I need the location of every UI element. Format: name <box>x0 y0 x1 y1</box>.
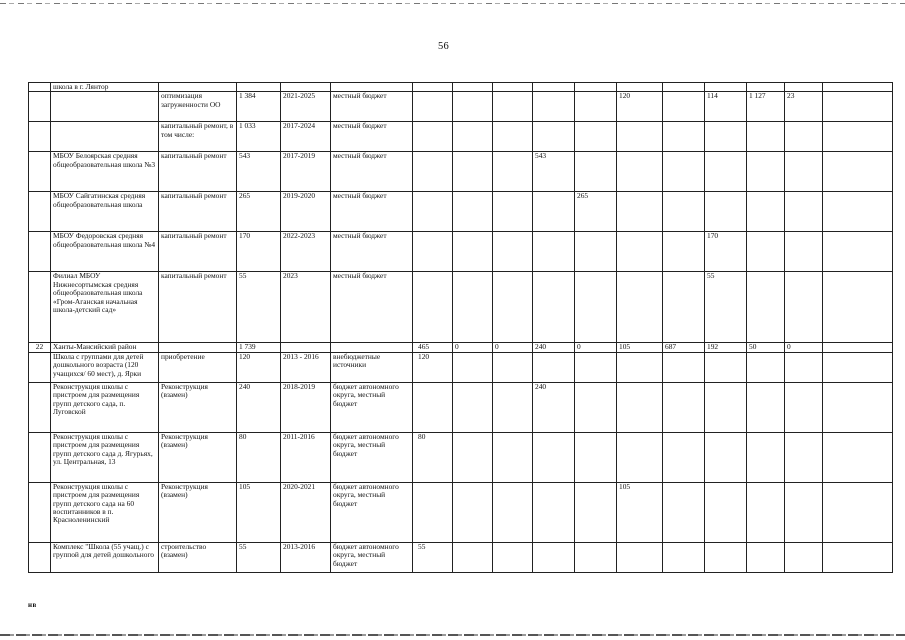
cell-y2013: 120 <box>413 352 453 382</box>
cell-total-amount: 543 <box>237 152 281 192</box>
table-row <box>29 482 893 542</box>
cell-y2021 <box>747 83 785 92</box>
cell-work-type: Реконструкция (взамен) <box>159 432 237 482</box>
cell-y2013: 465 <box>413 343 453 352</box>
cell-y2014: 0 <box>453 343 493 352</box>
cell-funding-source: бюджет автономного округа, местный бюджет <box>331 432 413 482</box>
cell-period: 2011-2016 <box>281 432 331 482</box>
cell-funding-source: бюджет автономного округа, местный бюджет <box>331 482 413 542</box>
cell-object-name: МБОУ Белоярская средняя общеобразовательная школа №3 <box>51 152 159 192</box>
cell-object-name <box>51 122 159 152</box>
cell-y2023 <box>823 352 893 382</box>
cell-period: 2023 <box>281 272 331 343</box>
cell-object-name: Ханты-Мансийский район <box>51 343 159 352</box>
cell-y2021 <box>747 542 785 572</box>
table-row <box>29 122 893 152</box>
cell-y2018 <box>617 382 663 432</box>
cell-y2016 <box>533 542 575 572</box>
cell-y2018 <box>617 352 663 382</box>
cell-y2017 <box>575 152 617 192</box>
cell-y2016 <box>533 192 575 232</box>
cell-y2023 <box>823 482 893 542</box>
cell-funding-source: местный бюджет <box>331 232 413 272</box>
cell-y2018 <box>617 542 663 572</box>
cell-y2021: 50 <box>747 343 785 352</box>
cell-object-name: Школа с группами для детей дошкольного возраста (120 учащихся/ 60 мест), д. Ярки <box>51 352 159 382</box>
cell-y2023 <box>823 382 893 432</box>
cell-y2022 <box>785 382 823 432</box>
cell-row-number: 22 <box>29 343 51 352</box>
cell-period: 2021-2025 <box>281 92 331 122</box>
cell-y2019 <box>663 83 705 92</box>
cell-period <box>281 343 331 352</box>
cell-row-number <box>29 542 51 572</box>
cell-work-type: приобретение <box>159 352 237 382</box>
table-row <box>29 92 893 122</box>
cell-funding-source: местный бюджет <box>331 192 413 232</box>
cell-y2020 <box>705 382 747 432</box>
cell-y2017 <box>575 542 617 572</box>
cell-y2022 <box>785 192 823 232</box>
cell-y2016 <box>533 92 575 122</box>
table-group-row <box>29 343 893 352</box>
cell-y2014 <box>453 232 493 272</box>
budget-table <box>28 82 893 573</box>
cell-y2015 <box>493 352 533 382</box>
cell-work-type <box>159 83 237 92</box>
cell-y2020 <box>705 482 747 542</box>
cell-funding-source: местный бюджет <box>331 272 413 343</box>
cell-y2018 <box>617 232 663 272</box>
cell-y2015 <box>493 92 533 122</box>
cell-y2022 <box>785 122 823 152</box>
cell-y2017 <box>575 83 617 92</box>
cell-y2016 <box>533 272 575 343</box>
cell-y2020: 170 <box>705 232 747 272</box>
cell-y2021 <box>747 432 785 482</box>
cell-y2020 <box>705 432 747 482</box>
cell-y2015 <box>493 152 533 192</box>
cell-y2015 <box>493 272 533 343</box>
cell-y2020: 114 <box>705 92 747 122</box>
cell-work-type: строительство (взамен) <box>159 542 237 572</box>
cell-y2015 <box>493 382 533 432</box>
cell-period: 2013-2016 <box>281 542 331 572</box>
cell-y2020 <box>705 83 747 92</box>
cell-total-amount: 240 <box>237 382 281 432</box>
cell-y2018 <box>617 122 663 152</box>
cell-y2014 <box>453 432 493 482</box>
cell-row-number <box>29 92 51 122</box>
cell-y2015 <box>493 122 533 152</box>
cell-object-name: Комплекс "Школа (55 учащ.) с группой для детей дошкольного <box>51 542 159 572</box>
cell-work-type: капитальный ремонт <box>159 152 237 192</box>
cell-total-amount: 170 <box>237 232 281 272</box>
cell-y2013: 55 <box>413 542 453 572</box>
cell-y2015 <box>493 83 533 92</box>
cell-y2022 <box>785 482 823 542</box>
cell-y2016: 240 <box>533 382 575 432</box>
cell-y2013 <box>413 482 453 542</box>
cell-y2018: 105 <box>617 343 663 352</box>
cell-y2021 <box>747 122 785 152</box>
scan-edge-top <box>0 3 905 4</box>
cell-object-name: МБОУ Сайгатинская средняя общеобразовательная школа <box>51 192 159 232</box>
cell-y2015 <box>493 432 533 482</box>
cell-row-number <box>29 122 51 152</box>
cell-y2013 <box>413 232 453 272</box>
cell-row-number <box>29 352 51 382</box>
cell-y2017 <box>575 432 617 482</box>
cell-object-name: Реконструкция школы с пристроем для размещения групп детского сада на 60 воспитанников в п. Красноленинский <box>51 482 159 542</box>
cell-work-type: капитальный ремонт <box>159 232 237 272</box>
cell-object-name <box>51 92 159 122</box>
cell-y2014 <box>453 122 493 152</box>
cell-y2023 <box>823 542 893 572</box>
cell-y2013 <box>413 92 453 122</box>
cell-y2014 <box>453 152 493 192</box>
cell-y2021 <box>747 192 785 232</box>
cell-object-name: МБОУ Федоровская средняя общеобразовательная школа №4 <box>51 232 159 272</box>
cell-total-amount: 120 <box>237 352 281 382</box>
cell-y2021 <box>747 272 785 343</box>
cell-y2021 <box>747 232 785 272</box>
cell-object-name: Филиал МБОУ Нижнесортымская средняя общеобразовательная школа «Гром-Аганская начальная школа-детский сад» <box>51 272 159 343</box>
table-row <box>29 432 893 482</box>
cell-y2016: 543 <box>533 152 575 192</box>
cell-y2019 <box>663 352 705 382</box>
cell-y2013 <box>413 272 453 343</box>
cell-total-amount: 265 <box>237 192 281 232</box>
cell-period: 2022-2023 <box>281 232 331 272</box>
cell-y2015: 0 <box>493 343 533 352</box>
cell-y2019 <box>663 122 705 152</box>
cell-y2014 <box>453 192 493 232</box>
cell-y2023 <box>823 152 893 192</box>
cell-y2018 <box>617 272 663 343</box>
cell-funding-source <box>331 343 413 352</box>
cell-y2014 <box>453 352 493 382</box>
cell-y2016 <box>533 482 575 542</box>
cell-y2017 <box>575 482 617 542</box>
cell-period: 2018-2019 <box>281 382 331 432</box>
cell-y2019 <box>663 432 705 482</box>
table-row <box>29 352 893 382</box>
cell-y2019 <box>663 482 705 542</box>
cell-work-type: Реконструкция (взамен) <box>159 482 237 542</box>
cell-y2015 <box>493 192 533 232</box>
cell-y2017 <box>575 382 617 432</box>
cell-y2015 <box>493 482 533 542</box>
cell-object-name: школа в г. Лянтор <box>51 83 159 92</box>
cell-y2019 <box>663 192 705 232</box>
cell-y2016 <box>533 352 575 382</box>
cell-y2022 <box>785 232 823 272</box>
cell-y2019 <box>663 382 705 432</box>
cell-work-type: капитальный ремонт <box>159 272 237 343</box>
cell-period: 2013 - 2016 <box>281 352 331 382</box>
cell-row-number <box>29 192 51 232</box>
cell-funding-source: местный бюджет <box>331 92 413 122</box>
cell-y2023 <box>823 92 893 122</box>
cell-y2022 <box>785 352 823 382</box>
cell-y2019 <box>663 92 705 122</box>
cell-y2015 <box>493 542 533 572</box>
cell-y2021 <box>747 382 785 432</box>
cell-y2014 <box>453 542 493 572</box>
cell-y2020: 55 <box>705 272 747 343</box>
cell-y2017: 265 <box>575 192 617 232</box>
cell-y2018: 105 <box>617 482 663 542</box>
cell-object-name: Реконструкция школы с пристроем для размещения групп детского сада, п. Луговской <box>51 382 159 432</box>
cell-y2016 <box>533 83 575 92</box>
cell-y2022 <box>785 432 823 482</box>
cell-row-number <box>29 83 51 92</box>
cell-y2020 <box>705 192 747 232</box>
cell-y2013 <box>413 192 453 232</box>
cell-y2013 <box>413 382 453 432</box>
cell-y2020: 192 <box>705 343 747 352</box>
cell-row-number <box>29 272 51 343</box>
cell-work-type <box>159 343 237 352</box>
cell-y2023 <box>823 343 893 352</box>
cell-y2023 <box>823 83 893 92</box>
cell-y2017 <box>575 352 617 382</box>
cell-y2023 <box>823 432 893 482</box>
cell-y2020 <box>705 152 747 192</box>
footer-note: нв <box>28 601 37 609</box>
cell-period: 2017-2019 <box>281 152 331 192</box>
cell-y2023 <box>823 192 893 232</box>
cell-funding-source: бюджет автономного округа, местный бюджет <box>331 542 413 572</box>
cell-total-amount: 55 <box>237 272 281 343</box>
cell-y2022 <box>785 272 823 343</box>
cell-y2023 <box>823 272 893 343</box>
cell-total-amount: 1 384 <box>237 92 281 122</box>
cell-y2023 <box>823 122 893 152</box>
cell-y2017: 0 <box>575 343 617 352</box>
cell-y2016 <box>533 432 575 482</box>
table-row <box>29 272 893 343</box>
cell-work-type: Реконструкция (взамен) <box>159 382 237 432</box>
cell-y2013: 80 <box>413 432 453 482</box>
cell-total-amount: 55 <box>237 542 281 572</box>
cell-funding-source: бюджет автономного округа, местный бюджет <box>331 382 413 432</box>
cell-y2017 <box>575 232 617 272</box>
cell-y2018 <box>617 83 663 92</box>
cell-total-amount: 1 739 <box>237 343 281 352</box>
cell-y2018: 120 <box>617 92 663 122</box>
cell-total-amount: 105 <box>237 482 281 542</box>
table-row <box>29 542 893 572</box>
cell-y2015 <box>493 232 533 272</box>
cell-row-number <box>29 432 51 482</box>
cell-y2019 <box>663 232 705 272</box>
cell-y2021 <box>747 482 785 542</box>
cell-y2022 <box>785 152 823 192</box>
cell-y2018 <box>617 152 663 192</box>
cell-y2019 <box>663 542 705 572</box>
cell-y2020 <box>705 352 747 382</box>
cell-y2020 <box>705 542 747 572</box>
cell-y2021 <box>747 352 785 382</box>
cell-y2022: 0 <box>785 343 823 352</box>
cell-y2014 <box>453 92 493 122</box>
cell-y2021: 1 127 <box>747 92 785 122</box>
cell-y2016 <box>533 122 575 152</box>
cell-y2016: 240 <box>533 343 575 352</box>
cell-funding-source <box>331 83 413 92</box>
cell-y2013 <box>413 122 453 152</box>
cell-y2017 <box>575 122 617 152</box>
cell-period: 2017-2024 <box>281 122 331 152</box>
table-group-row <box>29 83 893 92</box>
cell-y2018 <box>617 432 663 482</box>
table-row <box>29 232 893 272</box>
cell-y2014 <box>453 83 493 92</box>
cell-row-number <box>29 482 51 542</box>
table-row <box>29 382 893 432</box>
cell-period: 2019-2020 <box>281 192 331 232</box>
cell-y2020 <box>705 122 747 152</box>
cell-total-amount: 1 033 <box>237 122 281 152</box>
cell-row-number <box>29 232 51 272</box>
cell-y2013 <box>413 152 453 192</box>
cell-total-amount: 80 <box>237 432 281 482</box>
cell-y2014 <box>453 482 493 542</box>
table-row <box>29 152 893 192</box>
cell-y2017 <box>575 92 617 122</box>
cell-period <box>281 83 331 92</box>
cell-period: 2020-2021 <box>281 482 331 542</box>
cell-y2019 <box>663 272 705 343</box>
cell-y2016 <box>533 232 575 272</box>
cell-y2017 <box>575 272 617 343</box>
cell-y2023 <box>823 232 893 272</box>
cell-y2019: 687 <box>663 343 705 352</box>
cell-funding-source: местный бюджет <box>331 152 413 192</box>
cell-y2022 <box>785 83 823 92</box>
cell-y2022 <box>785 542 823 572</box>
cell-work-type: капитальный ремонт, в том числе: <box>159 122 237 152</box>
cell-y2013 <box>413 83 453 92</box>
cell-row-number <box>29 382 51 432</box>
cell-y2021 <box>747 152 785 192</box>
cell-total-amount <box>237 83 281 92</box>
cell-work-type: капитальный ремонт <box>159 192 237 232</box>
page-number: 56 <box>438 41 450 52</box>
cell-y2014 <box>453 272 493 343</box>
cell-y2022: 23 <box>785 92 823 122</box>
cell-y2019 <box>663 152 705 192</box>
cell-y2018 <box>617 192 663 232</box>
cell-object-name: Реконструкция школы с пристроем для размещения групп детского сада д. Ягурьях, ул. Центральная, 13 <box>51 432 159 482</box>
cell-funding-source: внебюджетные источники <box>331 352 413 382</box>
cell-work-type: оптимизация загруженности ОО <box>159 92 237 122</box>
cell-funding-source: местный бюджет <box>331 122 413 152</box>
table-row <box>29 192 893 232</box>
cell-y2014 <box>453 382 493 432</box>
cell-row-number <box>29 152 51 192</box>
scan-edge-bottom <box>0 634 905 636</box>
